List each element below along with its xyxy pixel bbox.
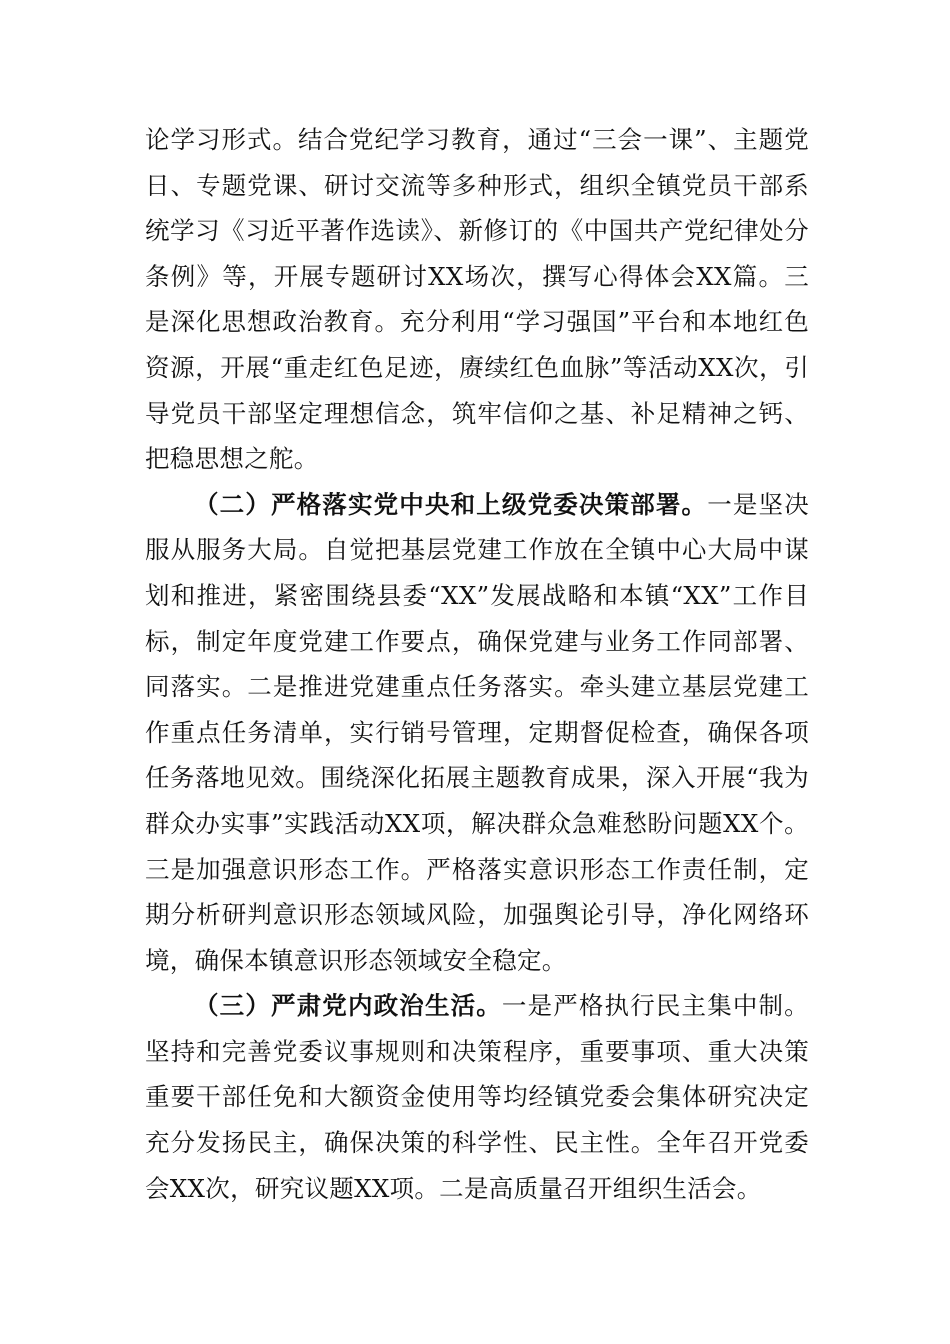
paragraph-continuation xyxy=(145,117,809,482)
section-heading: （三）严肃党内政治生活。 xyxy=(194,991,502,1021)
paragraph-section-3 xyxy=(145,983,809,1211)
paragraph-text: 论学习形式。结合党纪学习教育，通过“三会一课”、主题党日、专题党课、研讨交流等多种形式，组织全镇党员干部系统学习《习近平著作选读》、新修订的《中国共产党纪律处分条例》等，开展专题研讨XX场次，撰写心得体会XX篇。三是深化思想政治教育。充分利用“学习强国”平台和本地红色资源，开展“重走红色足迹，赓续红色血脉”等活动XX次，引导党员干部坚定理想信念，筑牢信仰之基、补足精神之钙、把稳思想之舵。 xyxy=(145,125,809,474)
document-body xyxy=(145,117,809,1211)
paragraph-section-2 xyxy=(145,482,809,984)
paragraph-text: 一是坚决服从服务大局。自觉把基层党建工作放在全镇中心大局中谋划和推进，紧密围绕县委“XX”发展战略和本镇“XX”工作目标，制定年度党建工作要点，确保党建与业务工作同部署、同落实。二是推进党建重点任务落实。牵头建立基层党建工作重点任务清单，实行销号管理，定期督促检查，确保各项任务落地见效。围绕深化拓展主题教育成果，深入开展“我为群众办实事”实践活动XX项，解决群众急难愁盼问题XX个。三是加强意识形态工作。严格落实意识形态工作责任制，定期分析研判意识形态领域风险，加强舆论引导，净化网络环境，确保本镇意识形态领域安全稳定。 xyxy=(145,489,810,975)
paragraph-text: 一是严格执行民主集中制。坚持和完善党委议事规则和决策程序，重要事项、重大决策重要干部任免和大额资金使用等均经镇党委会集体研究决定充分发扬民主，确保决策的科学性、民主性。全年召开党委会XX次，研究议题XX项。二是高质量召开组织生活会。 xyxy=(145,991,809,1203)
section-heading: （二）严格落实党中央和上级党委决策部署。 xyxy=(194,489,708,519)
